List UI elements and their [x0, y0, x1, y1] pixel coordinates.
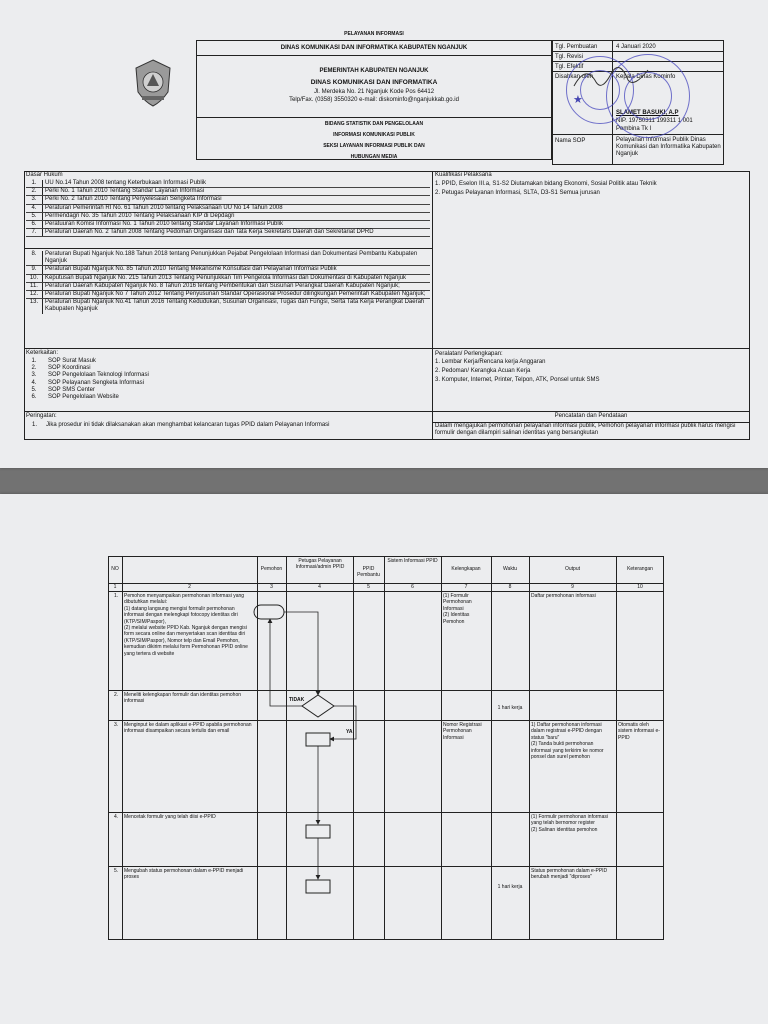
- list-item: 2. Perki No. 1 Tahun 2010 Tentang Standar Layanan Informasi: [26, 188, 430, 196]
- seksi-line-1: SEKSI LAYANAN INFORMASI PUBLIK DAN: [323, 143, 425, 149]
- step-description: Pemohon menyampaikan permohonan informasi yang dibutuhkan melalui: (1) datang langsung mengisi formulir permohonan informasi dengan melengkapi fotocopy identitas diri (KTP/SIM/Paspor), (2) melalui website PPID Kab. Nganjuk dengan mengisi form secara online dan menyertakan scan identitas diri (KTP/SIM/Paspor), Nomor telp dan Email Pemohon, kemudian dikirim melalui form Permohonan PPID online yang tertera di website: [124, 593, 248, 657]
- list-item: 7. Peraturan Daerah No. 2 Tahun 2008 Tentang Pedoman Organisasi dan Tata Kerja Sekretaris Daerah dan Sekretariat DPRD: [26, 229, 430, 237]
- step-kelengkapan: Nomor Registrasi Permohonan Informasi: [443, 722, 482, 741]
- list-item: 10. Keputusan Bupati Nganjuk No. 215 Tahun 2013 Tentang Penunjukkan Tim Pengelola Informasi dan Dokumentasi di Kabupaten Nganjuk: [26, 275, 430, 283]
- col-header-keterangan: Keterangan: [627, 566, 653, 572]
- step-output: 1) Daftar permohonan informasi dalam registrasi e-PPID dengan status "baru" (2) Tanda bukti permohonan informasi yang terkirim ke nomor ponsel dan surel pemohon: [531, 722, 604, 761]
- list-item: 13. Peraturan Bupati Nganjuk No.41 Tahun 2016 Tentang Kedudukan, Susunan Organisasi, Tugas dan Fungsi, Serta Tata Kerja Perangkat Daerah Kabupaten Nganjuk: [26, 299, 430, 313]
- col-num: 8: [508, 584, 512, 590]
- col-num: 2: [188, 584, 191, 590]
- meta-label-efektif: Tgl. Efektif: [555, 64, 584, 70]
- dinas-title: DINAS KOMUNIKASI DAN INFORMATIKA KABUPATEN NGANJUK: [280, 45, 468, 51]
- decision-diamond: [302, 695, 334, 717]
- top-title: PELAYANAN INFORMASI: [344, 31, 404, 37]
- list-item: 12. Peraturan Bupati Nganjuk No 7 Tahun 2012 Tentang Penyusunan Standar Operasional Prosedur dilingkungan Pemerintah Kabupaten Nganjuk;: [26, 291, 430, 299]
- signature-scribble: [572, 58, 652, 103]
- col-header-output: Output: [564, 566, 580, 572]
- meta-label-nama-sop: Nama SOP: [555, 138, 586, 144]
- kualifikasi-item-2: 2. Petugas Pelayanan Informasi, SLTA, D3-S1 Semua jurusan: [435, 190, 600, 196]
- col-header-waktu: Waktu: [503, 566, 517, 572]
- process-box: [306, 880, 330, 893]
- sop-page-2: [0, 494, 768, 1024]
- dinas-name: DINAS KOMUNIKASI DAN INFORMATIKA: [310, 79, 438, 86]
- col-header-pembantu: PPID Pembantu: [357, 566, 380, 579]
- process-box: [306, 733, 330, 746]
- col-header-kelengkapan: Kelengkapan: [451, 566, 481, 572]
- meta-label-pembuatan: Tgl. Pembuatan: [555, 44, 598, 50]
- peringatan-title: Peringatan:: [26, 413, 57, 419]
- gov-name: PEMERINTAH KABUPATEN NGANJUK: [319, 68, 429, 74]
- step-number: 2.: [114, 692, 119, 698]
- col-num: 6: [411, 584, 414, 590]
- step-kelengkapan: (1) Formulir Permohonan Informasi (2) Identitas Pemohon: [443, 593, 472, 625]
- signer-nip: NIP. 19750311 199311 1 001: [616, 118, 693, 124]
- col-num: 5: [367, 584, 370, 590]
- list-item: 4. SOP Pelayanan Sengketa Informasi: [31, 379, 144, 386]
- sop-page-1: [0, 0, 768, 468]
- meta-value-pembuatan: 4 Januari 2020: [616, 44, 656, 50]
- step-description: Mengubah status permohonan dalam e-PPID menjadi proses: [124, 868, 244, 881]
- col-num: 7: [464, 584, 468, 590]
- list-item: 1. SOP Surat Masuk: [31, 358, 96, 364]
- step-number: 4.: [114, 814, 119, 820]
- step-waktu: 1 hari kerja: [497, 705, 523, 711]
- step-description: Mencetak formulir yang telah diisi e-PPID: [124, 814, 216, 820]
- bidang-line-1: BIDANG STATISTIK DAN PENGELOLAAN: [324, 121, 424, 127]
- list-item: 6. SOP Pengelolaan Website: [31, 394, 119, 401]
- connector: [270, 619, 305, 706]
- peralatan-item-2: 2. Pedoman/ Kerangka Acuan Kerja: [435, 368, 531, 374]
- step-number: 3.: [114, 722, 119, 728]
- peringatan-num: 1.: [32, 422, 38, 428]
- col-num: 10: [637, 584, 643, 590]
- kualifikasi-title: Kualifikasi Pelaksana: [435, 172, 492, 178]
- list-item: 2. SOP Koordinasi: [31, 365, 91, 372]
- list-item: 5. Permendagri No. 35 Tahun 2010 Tentang Pelaksanaan KIP di Depdagri: [26, 213, 430, 221]
- col-num: 4: [318, 584, 321, 590]
- emblem-logo: [133, 58, 173, 108]
- dasar-hukum-title: Dasar Hukum: [26, 172, 63, 178]
- decision-label-yes: YA: [346, 729, 353, 735]
- kualifikasi-item-1: 1. PPID, Eselon III.a, S1-S2 Diutamakan bidang Ekonomi, Sosial Politik atau Teknik: [435, 181, 657, 187]
- signer-name: SLAMET BASUKI, A.P: [616, 110, 679, 116]
- star-icon: ★: [573, 94, 583, 106]
- process-box: [306, 825, 330, 838]
- list-item: 6. Peratuuran Komisi Informasi No. 1 Tahun 2010 tentang Standar Layanan Informasi Publik: [26, 221, 430, 229]
- peringatan-text: Jika prosedur ini tidak dilaksanakan akan menghambat kelancaran tugas PPID dalam Pelayanan Informasi: [46, 422, 330, 428]
- pencatatan-text: Dalam mengajukan permohonan pelayanan informasi publik, Pemohon pelayanan informasi publik harus mengisi formulir dengan dilampiri salinan identitas yang bersangkutan: [435, 423, 736, 437]
- keterkaitan-list: [26, 358, 430, 401]
- step-output: Daftar permohonan informasi: [531, 593, 596, 599]
- list-item: 8. Peraturan Bupati Nganjuk No.188 Tahun 2018 tentang Penunjukkan Pejabat Pengelolaan Informasi dan Dokumentasi Pembantu Kabupaten Nganjuk: [26, 251, 430, 266]
- telp-email: Telp/Fax. (0358) 3550320 e-mail: diskominfo@nganjukkab.go.id: [289, 97, 459, 103]
- list-item: 4. Peraturan Pemerintah RI No. 61 Tahun 2010 tentang Pelaksanaan UU No 14 Tahun 2008: [26, 205, 430, 213]
- col-num: 1: [113, 584, 117, 590]
- step-waktu: 1 hari kerja: [497, 884, 523, 890]
- peralatan-title: Peralatan/ Perlengkapan:: [435, 351, 503, 357]
- step-description: Menginput ke dalam aplikasi e-PPID apabila permohonan informasi disampaikan secara tertulis dan email: [124, 722, 252, 735]
- peralatan-item-3: 3. Komputer, Internet, Printer, Telpon, ATK, Ponsel untuk SMS: [435, 377, 600, 383]
- meta-label-revisi: Tgl. Revisi: [555, 54, 584, 60]
- decision-label-no: TIDAK: [289, 697, 305, 703]
- address: Jl. Merdeka No. 21 Nganjuk Kode Pos 64412: [313, 89, 435, 95]
- connector: [284, 612, 318, 695]
- start-terminator: [254, 605, 284, 619]
- col-num: 3: [270, 584, 273, 590]
- dasar-hukum-list: [26, 180, 430, 237]
- seksi-line-2: HUBUNGAN MEDIA: [350, 154, 398, 160]
- list-item: 5. SOP SMS Center: [31, 386, 95, 393]
- col-header-sistem: Sistem Informasi PPID: [387, 558, 438, 564]
- step-number: 1.: [114, 593, 119, 599]
- list-item: 11. Peraturan Daerah Kabupaten Nganjuk No. 8 Tahun 2016 tentang Pembentukan dan Susunan Perangkat Daerah Kabupaten Nganjuk;: [26, 283, 430, 291]
- meta-label-disahkan: Disahkan oleh: [555, 74, 594, 80]
- meta-value-disahkan: Kepala Dinas Kominfo: [616, 74, 676, 80]
- pencatatan-title: Pencatatan dan Pendataan: [554, 413, 628, 419]
- keterkaitan-title: Keterkaitan:: [26, 350, 59, 356]
- list-item: 3. Perki No. 2 Tahun 2010 Tentang Penyelesaian Sengketa Informasi: [26, 196, 430, 204]
- peralatan-item-1: 1. Lembar Kerja/Rencana kerja Anggaran: [435, 359, 546, 365]
- dasar-hukum-list-2: [26, 251, 430, 314]
- step-keterangan: Otomatis oleh sistem informasi e-PPID: [618, 722, 660, 741]
- col-num: 9: [571, 584, 574, 590]
- flowchart-diagram: [250, 599, 410, 940]
- list-item: 9. Peraturan Bupati Nganjuk No. 85 Tahun 2010 Tentang Mekanisme Konsultasi dan Pelayanan Informasi Publik: [26, 266, 430, 274]
- col-header-no: NO: [111, 566, 119, 572]
- signer-rank: Pembina Tk I: [616, 126, 652, 132]
- step-output: Status permohonan dalam e-PPID berubah menjadi "diproses": [531, 868, 608, 881]
- bidang-line-2: INFORMASI KOMUNIKASI PUBLIK: [333, 132, 415, 138]
- step-number: 5.: [114, 868, 119, 874]
- col-header-pemohon: Pemohon: [260, 566, 283, 572]
- meta-value-nama-sop: Pelayanan Informasi Publik Dinas Komunikasi dan Informatika Kabupaten Nganjuk: [616, 137, 721, 158]
- step-description: Meneliti kelengkapan formulir dan identitas pemohon informasi: [124, 692, 242, 705]
- list-item: 3. SOP Pengelolaan Teknologi Informasi: [31, 372, 149, 379]
- step-output: (1) Formulir permohonan informasi yang telah bernomor register (2) Salinan identitas pemohon: [531, 814, 608, 833]
- col-header-petugas: Petugas Pelayanan Informasi/admin PPID: [295, 558, 345, 571]
- list-item: 1. UU No.14 Tahun 2008 tentang Keterbukaan Informasi Publik: [26, 180, 430, 188]
